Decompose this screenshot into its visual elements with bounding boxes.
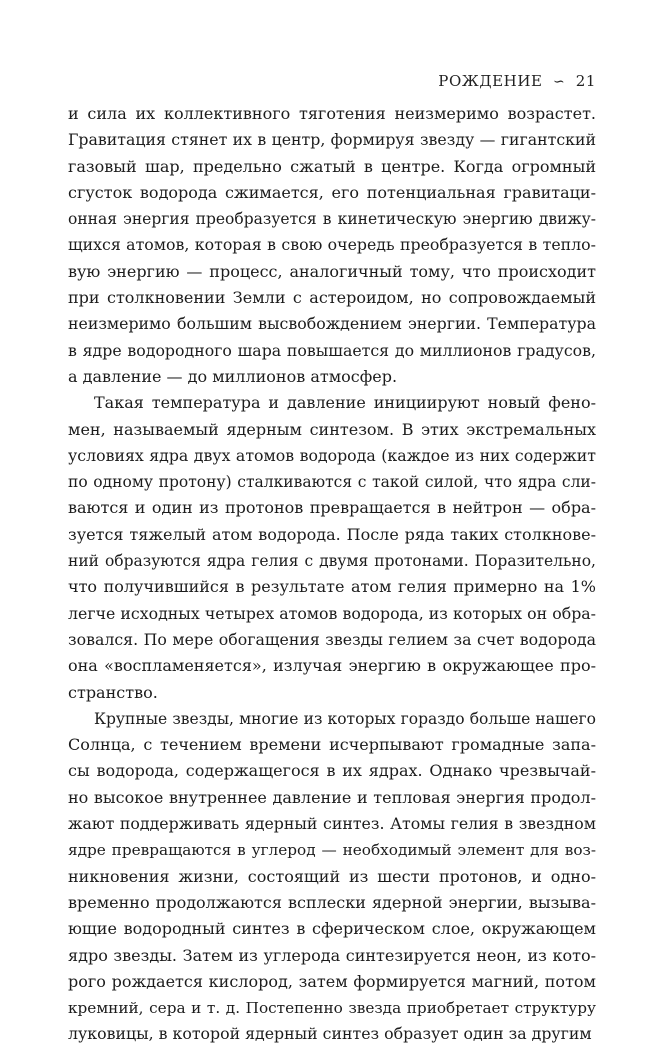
text-line: жают поддерживать ядерный синтез. Атомы гелия в звездном [68, 814, 596, 834]
text-line: сгусток водорода сжимается, его потенциальная гравитаци- [68, 182, 596, 202]
text-line: щихся атомов, которая в свою очередь преобразуется в тепло- [68, 235, 596, 255]
ornament-icon: ∽ [552, 74, 566, 90]
text-line: при столкновении Земли с астероидом, но сопровождаемый [68, 288, 596, 308]
text-line: никновения жизни, состоящий из шести протонов, и одно- [68, 866, 596, 886]
page-number: 21 [575, 72, 596, 90]
text-line: она «воспламеняется», излучая энергию в окружающее про- [68, 656, 596, 676]
text-line: луковицы, в которой ядерный синтез образует один за другим [68, 1024, 592, 1044]
text-line: что получившийся в результате атом гелия примерно на 1% [68, 577, 596, 597]
text-line: по одному протону) сталкиваются с такой силой, что ядра сли- [68, 473, 596, 492]
paragraph-first-line: Такая температура и давление инициируют новый фено- [94, 393, 596, 413]
text-line: Гравитация стянет их в центр, формируя звезду — гигантский [68, 130, 596, 150]
text-line: зовался. По мере обогащения звезды гелием за счет водорода [68, 629, 596, 649]
text-line: сы водорода, содержащегося в их ядрах. Однако чрезвычай- [68, 761, 596, 781]
text-line: легче исходных четырех атомов водорода, из которых он обра- [68, 603, 596, 623]
text-line: ядро звезды. Затем из углерода синтезируется неон, из кото- [68, 945, 596, 965]
text-line: Солнца, с течением времени исчерпывают громадные запа- [68, 735, 596, 755]
text-line: неизмеримо большим высвобождением энергии. Температура [68, 314, 596, 334]
section-title: РОЖДЕНИЕ [438, 72, 543, 90]
text-line: временно продолжаются всплески ядерной энергии, вызыва- [68, 892, 596, 912]
text-line: странство. [68, 682, 158, 702]
text-line: ющие водородный синтез в сферическом слое, окружающем [68, 919, 596, 939]
text-line: но высокое внутреннее давление и тепловая энергия продол- [68, 787, 596, 807]
text-line: ваются и один из протонов превращается в нейтрон — обра- [68, 498, 596, 518]
text-line: мен, называемый ядерным синтезом. В этих экстремальных [68, 419, 596, 439]
text-line: газовый шар, предельно сжатый в центре. Когда огромный [68, 156, 596, 176]
text-line: а давление — до миллионов атмосфер. [68, 366, 398, 386]
text-line: ядре превращаются в углерод — необходимый элемент для воз- [68, 841, 596, 860]
paragraph-first-line: Крупные звезды, многие из которых гораздо больше нашего [94, 709, 596, 728]
text-line: кремний, сера и т. д. Постепенно звезда приобретает структуру [68, 999, 596, 1018]
text-line: онная энергия преобразуется в кинетическую энергию движу- [68, 210, 596, 229]
text-line: ний образуются ядра гелия с двумя протонами. Поразительно, [68, 552, 596, 571]
text-line: рого рождается кислород, затем формируется магний, потом [68, 971, 596, 991]
text-line: условиях ядра двух атомов водорода (каждое из них содержит [68, 445, 596, 465]
text-line: в ядре водородного шара повышается до миллионов градусов, [68, 340, 596, 360]
body-text [68, 101, 596, 1048]
text-line: зуется тяжелый атом водорода. После ряда таких столкнове- [68, 524, 596, 544]
text-line: вую энергию — процесс, аналогичный тому, что происходит [68, 261, 596, 281]
running-header [438, 71, 596, 92]
paragraph-first-line: и сила их коллективного тяготения неизмеримо возрастет. [68, 104, 596, 123]
